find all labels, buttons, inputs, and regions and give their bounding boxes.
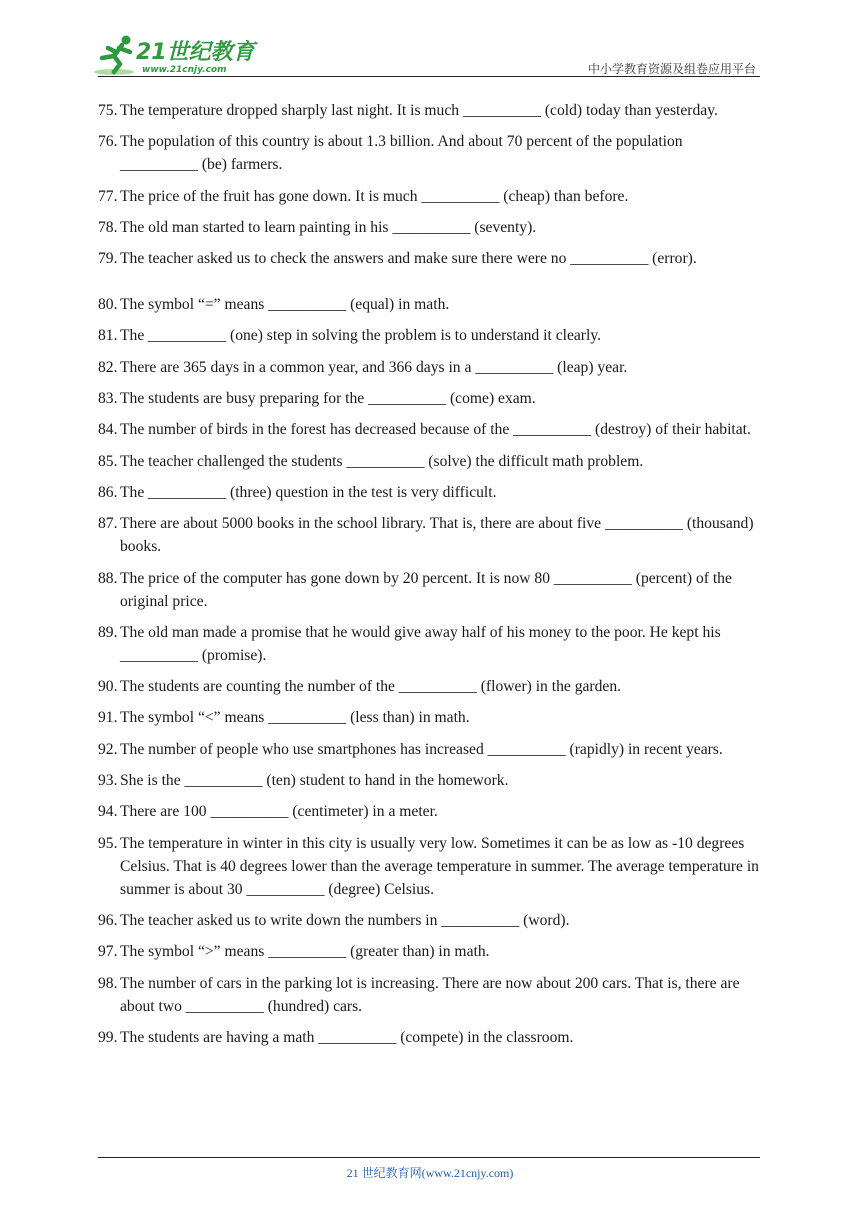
question-text: The number of people who use smartphones has increased __________ (rapidly) in recent years.	[120, 740, 723, 758]
site-logo	[92, 34, 267, 78]
question-number: 83.	[98, 390, 118, 408]
question-96	[98, 909, 764, 932]
question-91	[98, 706, 764, 729]
question-text: The students are busy preparing for the __________ (come) exam.	[120, 390, 536, 408]
question-82	[98, 356, 764, 379]
question-text: The temperature dropped sharply last night. It is much __________ (cold) today than yesterday.	[120, 102, 718, 119]
question-number: 79.	[98, 250, 118, 268]
question-text: The old man made a promise that he would give away half of his money to the poor. He kept his __________ (promise).	[120, 623, 721, 664]
question-84	[98, 418, 764, 441]
question-number: 86.	[98, 483, 118, 501]
question-number: 85.	[98, 452, 118, 470]
question-number: 81.	[98, 327, 118, 345]
question-text: The price of the computer has gone down by 20 percent. It is now 80 __________ (percent) of the original price.	[120, 569, 732, 610]
question-list	[98, 99, 764, 1057]
svg-text:www.21cnjy.com: www.21cnjy.com	[142, 65, 227, 75]
question-79	[98, 247, 764, 270]
question-text: The symbol “=” means __________ (equal) in math.	[120, 296, 450, 314]
question-text: The teacher challenged the students __________ (solve) the difficult math problem.	[120, 452, 644, 470]
question-number: 94.	[98, 803, 118, 821]
question-92	[98, 738, 764, 761]
platform-title: 中小学教育资源及组卷应用平台	[587, 62, 756, 76]
question-text: She is the __________ (ten) student to hand in the homework.	[120, 772, 509, 790]
question-95	[98, 832, 764, 901]
question-text: The temperature in winter in this city is usually very low. Sometimes it can be as low as -10 degrees Celsius. That is 40 degrees lower than the average temperature in summer. The average temperature in summer is about 30 __________ (degree) Celsius.	[120, 834, 759, 898]
question-number: 80.	[98, 296, 118, 314]
question-number: 75.	[98, 102, 118, 119]
question-86	[98, 481, 764, 504]
question-number: 89.	[98, 623, 118, 641]
question-number: 87.	[98, 515, 118, 533]
question-number: 95.	[98, 834, 118, 852]
question-97	[98, 940, 764, 963]
question-number: 82.	[98, 358, 118, 376]
question-text: There are 365 days in a common year, and 366 days in a __________ (leap) year.	[120, 358, 628, 376]
question-text: The population of this country is about 1.3 billion. And about 70 percent of the population __________ (be) farmers.	[120, 133, 683, 174]
question-number: 92.	[98, 740, 118, 758]
question-text: The number of cars in the parking lot is increasing. There are now about 200 cars. That is, there are about two __________ (hundred) cars.	[120, 974, 740, 1015]
page-header	[0, 0, 860, 80]
question-75	[98, 99, 764, 122]
question-87	[98, 512, 764, 558]
question-80	[98, 293, 764, 316]
question-93	[98, 769, 764, 792]
question-number: 98.	[98, 974, 118, 992]
question-89	[98, 621, 764, 667]
question-77	[98, 185, 764, 208]
question-number: 84.	[98, 421, 118, 439]
question-text: The price of the fruit has gone down. It is much __________ (cheap) than before.	[120, 187, 629, 205]
question-78	[98, 216, 764, 239]
question-98	[98, 972, 764, 1018]
question-88	[98, 567, 764, 613]
footer-link[interactable]: 21 世纪教育网(www.21cnjy.com)	[346, 1166, 514, 1180]
question-number: 76.	[98, 133, 118, 151]
footer-divider	[98, 1157, 760, 1158]
question-number: 78.	[98, 218, 118, 236]
runner-logo-icon	[92, 34, 267, 78]
question-text: The __________ (three) question in the test is very difficult.	[120, 483, 497, 501]
question-text: The students are counting the number of the __________ (flower) in the garden.	[120, 678, 622, 696]
question-text: The symbol “>” means __________ (greater than) in math.	[120, 943, 490, 961]
question-number: 77.	[98, 187, 118, 205]
question-text: The old man started to learn painting in his __________ (seventy).	[120, 218, 537, 236]
question-number: 99.	[98, 1028, 118, 1046]
question-text: The symbol “<” means __________ (less than) in math.	[120, 709, 470, 727]
question-83	[98, 387, 764, 410]
question-number: 96.	[98, 911, 118, 929]
question-text: There are about 5000 books in the school library. That is, there are about five __________ (thousand) books.	[120, 515, 754, 556]
question-94	[98, 800, 764, 823]
question-76	[98, 130, 764, 176]
question-text: The students are having a math __________ (compete) in the classroom.	[120, 1028, 574, 1046]
question-number: 91.	[98, 709, 118, 727]
header-divider	[98, 76, 760, 77]
question-number: 93.	[98, 772, 118, 790]
question-text: The teacher asked us to write down the numbers in __________ (word).	[120, 911, 570, 929]
question-number: 97.	[98, 943, 118, 961]
question-99	[98, 1026, 764, 1049]
question-number: 90.	[98, 678, 118, 696]
question-85	[98, 450, 764, 473]
question-number: 88.	[98, 569, 118, 587]
question-81	[98, 324, 764, 347]
question-text: The teacher asked us to check the answers and make sure there were no __________ (error).	[120, 250, 697, 268]
svg-text:21世纪教育: 21世纪教育	[136, 40, 255, 65]
question-90	[98, 675, 764, 698]
question-text: The number of birds in the forest has decreased because of the __________ (destroy) of their habitat.	[120, 421, 751, 439]
question-text: The __________ (one) step in solving the problem is to understand it clearly.	[120, 327, 601, 345]
question-text: There are 100 __________ (centimeter) in a meter.	[120, 803, 438, 821]
